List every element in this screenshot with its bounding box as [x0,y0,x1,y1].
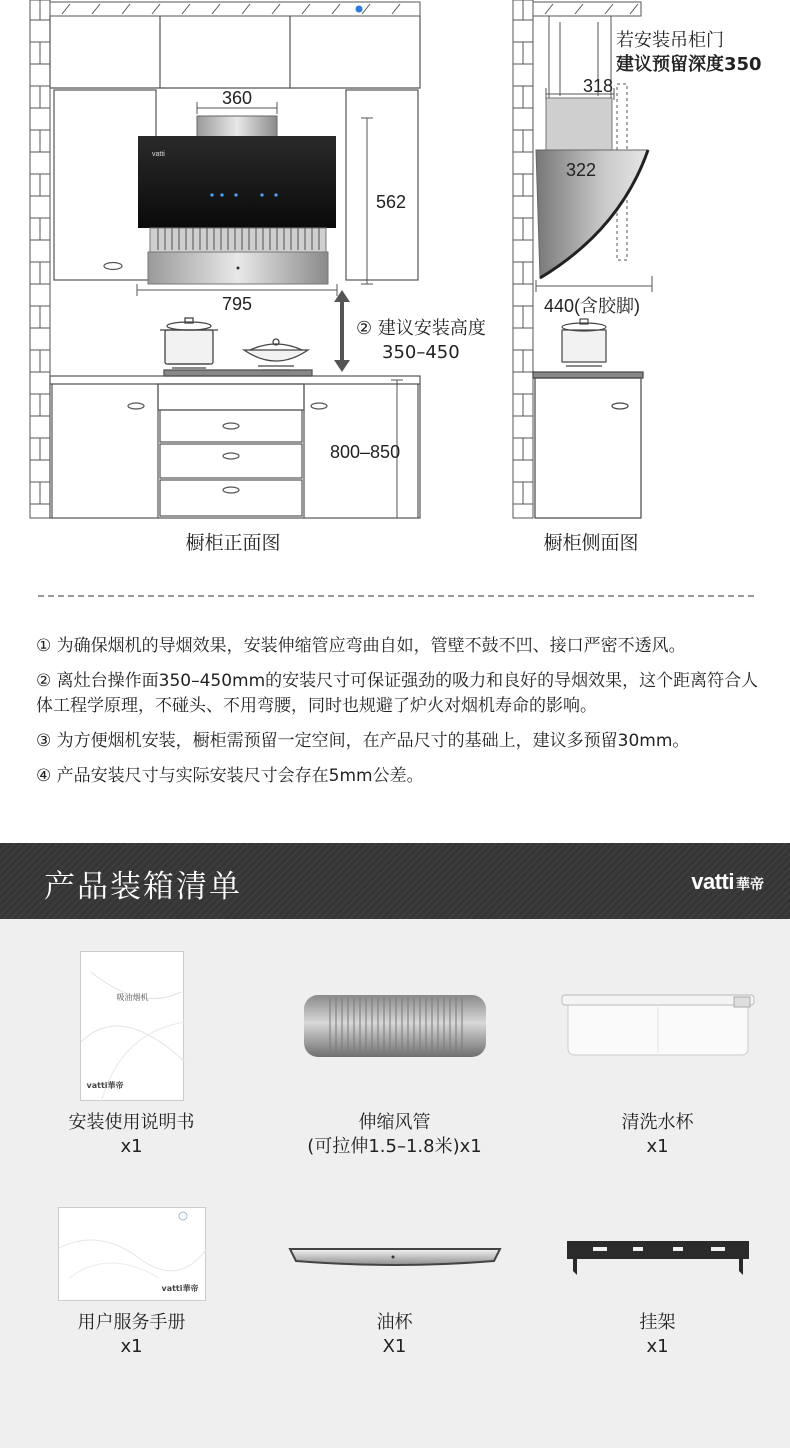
dim-top-width: 360 [222,88,253,108]
side-ceiling [533,2,641,16]
packing-item-service-manual [0,1207,263,1359]
packing-item-qty: x1 [120,1336,143,1357]
side-wall-bricks [513,0,533,518]
duct-image [290,951,500,1101]
front-wall-bricks [30,0,50,518]
packing-list-title: 产品装箱清单 [44,869,242,905]
dim-440: 440(含胶脚) [544,296,641,316]
packing-item-qty: (可拉伸1.5–1.8米)x1 [307,1136,482,1157]
packing-item-duct [263,951,526,1159]
installation-diagram [0,0,790,580]
dim-318: 318 [583,76,614,96]
side-note-line2: 建议预留深度350 [616,54,762,75]
packing-item-name: 安装使用说明书 [68,1112,195,1133]
brand-logo [691,869,764,895]
packing-item-name: 挂架 [639,1312,676,1333]
note-item: ① 为确保烟机的导烟效果，安装伸缩管应弯曲自如，管壁不鼓不凹、接口严密不透风。 [36,636,686,656]
packing-list-header [0,843,790,919]
dim-hood-width: 795 [222,294,253,314]
range-hood-front [138,116,336,284]
service-manual-image [58,1207,206,1301]
dim-hood-height: 562 [376,192,407,212]
dim-322: 322 [566,160,597,180]
packing-item-qty: X1 [382,1336,407,1357]
packing-item-qty: x1 [646,1336,669,1357]
service-manual-brand: vatti華帝 [161,1284,199,1293]
packing-item-oil-cup [263,1207,526,1359]
side-stove-cabinet [533,319,643,518]
brand-latin: vatti [691,869,734,894]
range-hood-side [536,98,648,278]
hood-logo: vatti [152,151,165,158]
install-height-range: 350–450 [382,342,460,363]
packing-list-grid [0,919,790,1448]
side-note-line1: 若安装吊柜门 [616,30,724,51]
install-height-arrow [334,290,350,372]
packing-item-water-cup [526,951,789,1159]
install-height-label: ② 建议安装高度 [356,318,486,339]
oil-cup-image [288,1207,502,1301]
water-cup-image [558,951,758,1101]
front-ceiling [50,2,420,16]
note-item: ② 离灶台操作面350–450mm的安装尺寸可保证强劲的吸力和良好的导烟效果，这个距离符合人体工程学原理，不碰头、不用弯腰，同时也规避了炉火对烟机寿命的影响。 [36,671,759,716]
manual-image [80,951,184,1101]
section-divider [38,595,754,597]
packing-item-bracket [526,1207,789,1359]
packing-item-qty: x1 [646,1136,669,1157]
packing-item-name: 伸缩风管 [358,1112,431,1133]
manual-title: 吸油烟机 [116,993,149,1002]
dim-counter-height: 800–850 [330,442,401,462]
front-view-caption: 橱柜正面图 [185,532,281,554]
packing-item-name: 清洗水杯 [621,1112,694,1133]
side-view-caption: 橱柜侧面图 [543,532,639,554]
bracket-image [563,1207,753,1301]
manual-brand: vatti華帝 [86,1081,124,1090]
packing-item-name: 用户服务手册 [77,1312,186,1333]
stove-front [160,318,312,376]
note-item: ④ 产品安装尺寸与实际安装尺寸会存在5mm公差。 [36,766,424,786]
packing-item-qty: x1 [120,1136,143,1157]
packing-item-name: 油杯 [376,1312,413,1333]
note-item: ③ 为方便烟机安装，橱柜需预留一定空间，在产品尺寸的基础上，建议多预留30mm。 [36,731,690,751]
install-notes [36,634,766,799]
packing-item-manual [0,951,263,1159]
brand-cn: 華帝 [736,876,764,892]
